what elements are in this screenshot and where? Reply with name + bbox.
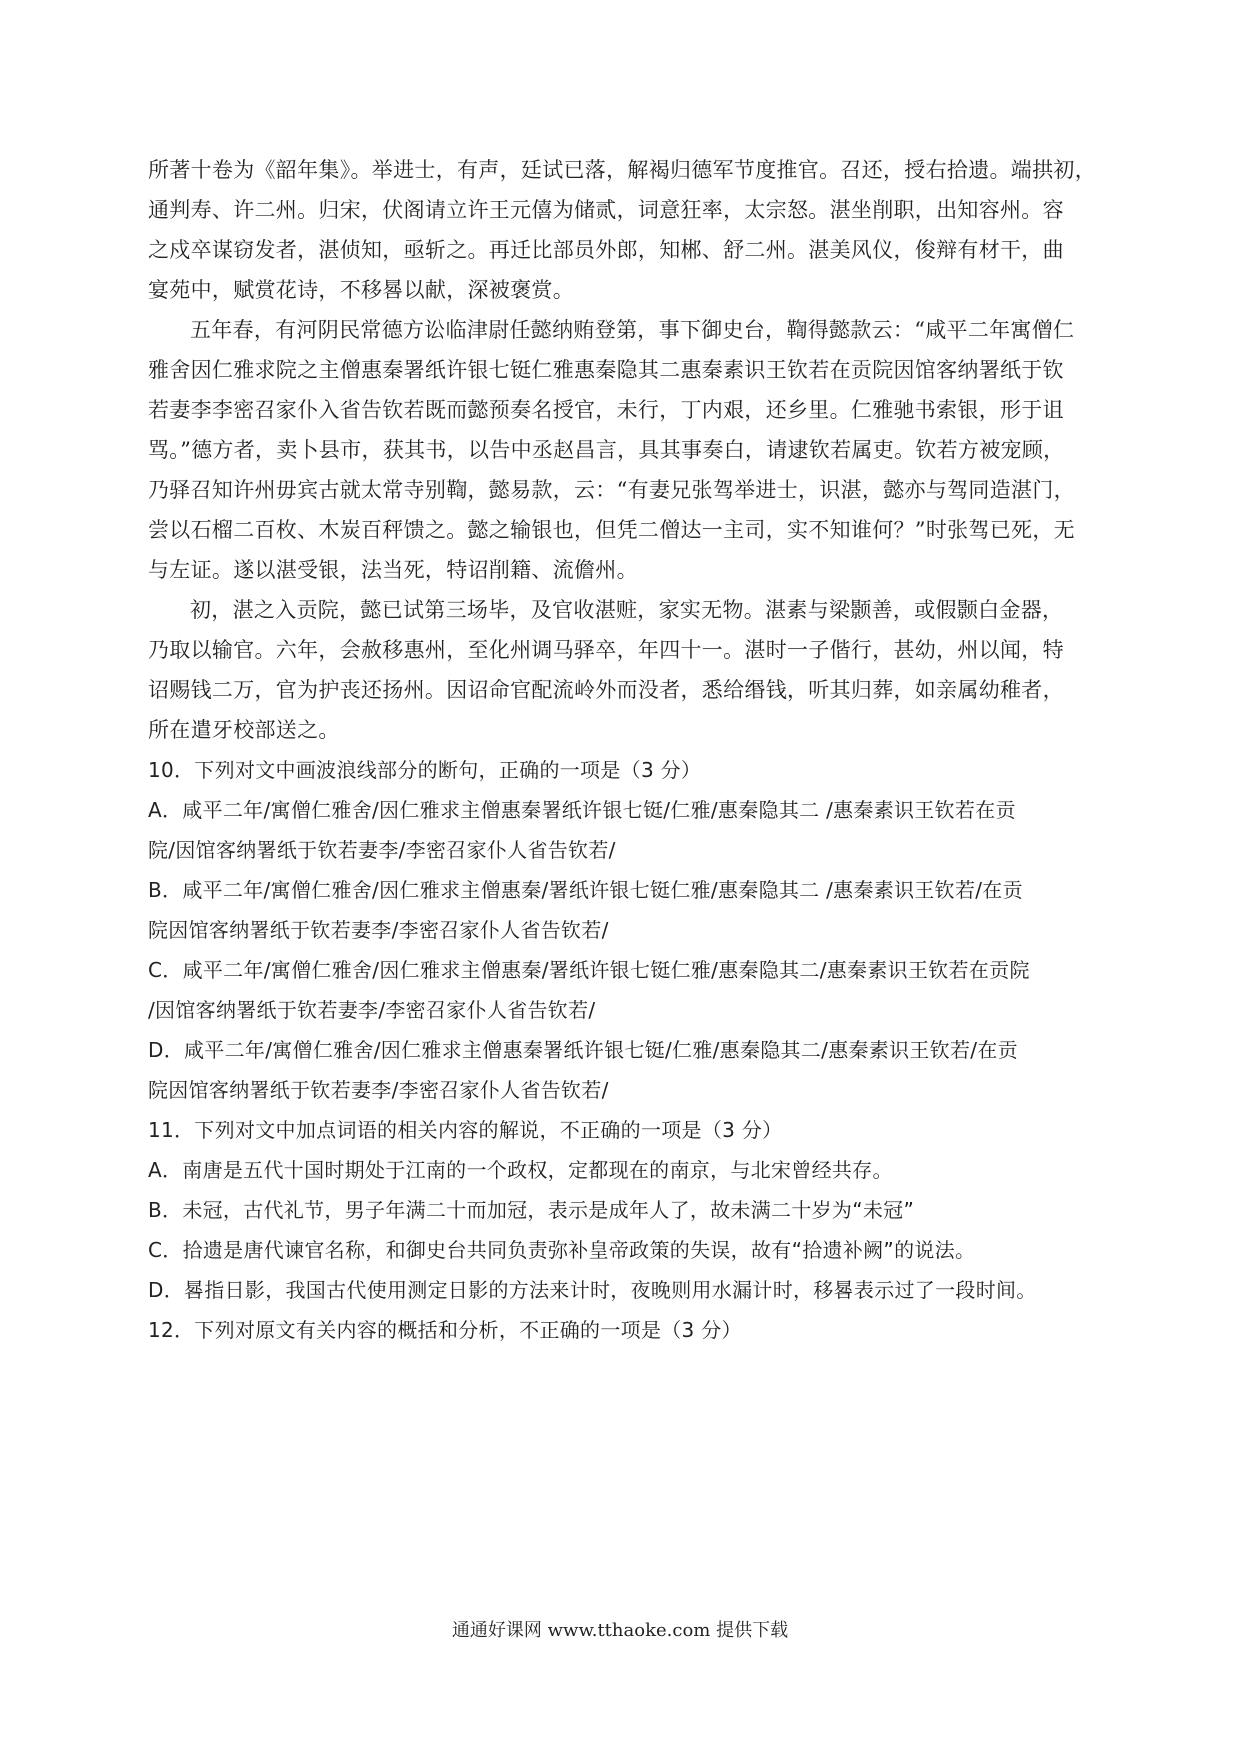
question-11 — [148, 1110, 1104, 1310]
question-stem: 12．下列对原文有关内容的概括和分析，不正确的一项是（3 分） — [148, 1318, 742, 1342]
passage-line: 与左证。遂以湛受银，法当死，特诏削籍、流儋州。 — [148, 558, 638, 582]
option-c: C．拾遗是唐代谏官名称，和御史台共同负责弥补皇帝政策的失误，故有“拾遗补阙”的说法。 — [148, 1238, 976, 1262]
option-b: B．咸平二年/寓僧仁雅舍/因仁雅求主僧惠秦/署纸许银七铤仁雅/惠秦隐其二 /惠秦素识王钦若/在贡 — [148, 878, 1023, 902]
option-c: C．咸平二年/寓僧仁雅舍/因仁雅求主僧惠秦/署纸许银七铤仁雅/惠秦隐其二/惠秦素识王钦若在贡院 — [148, 958, 1030, 982]
passage-line: 初，湛之入贡院，懿已试第三场毕，及官收湛赃，家实无物。湛素与梁颢善，或假颢白金器， — [190, 598, 1064, 622]
passage-line: 尝以石榴二百枚、木炭百秤馈之。懿之输银也，但凭二僧达一主司，实不知谁何？”时张驾已死，无 — [148, 518, 1075, 542]
passage-line: 骂。”德方者，卖卜县市，获其书，以告中丞赵昌言，具其事奏白，请逮钦若属吏。钦若方被宠顾， — [148, 438, 1065, 462]
option-d-cont: 院因馆客纳署纸于钦若妻李/李密召家仆人省告钦若/ — [148, 1078, 609, 1102]
passage-line: 所在遣牙校部送之。 — [148, 718, 340, 742]
option-a: A．咸平二年/寓僧仁雅舍/因仁雅求主僧惠秦署纸许银七铤/仁雅/惠秦隐其二 /惠秦素识王钦若在贡 — [148, 798, 1016, 822]
option-d: D．晷指日影，我国古代使用测定日影的方法来计时，夜晚则用水漏计时，移晷表示过了一段时间。 — [148, 1278, 1037, 1302]
question-stem: 10．下列对文中画波浪线部分的断句，正确的一项是（3 分） — [148, 758, 702, 782]
passage-line: 五年春，有河阴民常德方讼临津尉任懿纳贿登第，事下御史台，鞫得懿款云：“咸平二年寓僧仁 — [190, 318, 1075, 342]
passage-line: 所著十卷为《韶年集》。举进士，有声，廷试已落，解褐归德军节度推官。召还，授右拾遗。端拱初， — [148, 158, 1096, 182]
option-b-cont: 院因馆客纳署纸于钦若妻李/李密召家仆人省告钦若/ — [148, 918, 609, 942]
question-stem: 11．下列对文中加点词语的相关内容的解说，不正确的一项是（3 分） — [148, 1118, 783, 1142]
passage-line: 乃驿召知许州毋宾古就太常寺别鞫，懿易款，云：“有妻兄张驾举进士，识湛，懿亦与驾同造湛门， — [148, 478, 1075, 502]
passage-line: 若妻李李密召家仆入省告钦若既而懿预奏名授官，未行，丁内艰，还乡里。仁雅驰书索银，形于诅 — [148, 398, 1064, 422]
passage-line: 乃取以输官。六年，会赦移惠州，至化州调马驿卒，年四十一。湛时一子偕行，甚幼，州以闻，特 — [148, 638, 1064, 662]
option-b: B．未冠，古代礼节，男子年满二十而加冠，表示是成年人了，故未满二十岁为“未冠” — [148, 1198, 915, 1222]
passage-line: 雅舍因仁雅求院之主僧惠秦署纸许银七铤仁雅惠秦隐其二惠秦素识王钦若在贡院因馆客纳署纸于钦 — [148, 358, 1064, 382]
page-footer: 通通好课网 www.tthaoke.com 提供下载 — [451, 1620, 789, 1641]
passage-line: 宴苑中，赋赏花诗，不移晷以献，深被褒赏。 — [148, 278, 574, 302]
question-12 — [148, 1310, 1104, 1350]
option-a-cont: 院/因馆客纳署纸于钦若妻李/李密召家仆人省告钦若/ — [148, 838, 616, 862]
document-page — [148, 150, 1104, 1350]
option-a: A．南唐是五代十国时期处于江南的一个政权，定都现在的南京，与北宋曾经共存。 — [148, 1158, 893, 1182]
passage-line: 诏赐钱二万，官为护丧还扬州。因诏命官配流岭外而没者，悉给缗钱，听其归葬，如亲属幼稚者， — [148, 678, 1064, 702]
question-10 — [148, 750, 1104, 1110]
passage — [148, 150, 1104, 750]
option-d: D．咸平二年/寓僧仁雅舍/因仁雅求主僧惠秦署纸许银七铤/仁雅/惠秦隐其二/惠秦素识王钦若/在贡 — [148, 1038, 1018, 1062]
passage-line: 通判寿、许二州。归宋，伏阁请立许王元僖为储贰，词意狂率，太宗怒。湛坐削职，出知容州。容 — [148, 198, 1064, 222]
option-c-cont: /因馆客纳署纸于钦若妻李/李密召家仆人省告钦若/ — [148, 998, 596, 1022]
passage-line: 之戍卒谋窃发者，湛侦知，亟斩之。再迁比部员外郎，知郴、舒二州。湛美风仪，俊辩有材干，曲 — [148, 238, 1064, 262]
